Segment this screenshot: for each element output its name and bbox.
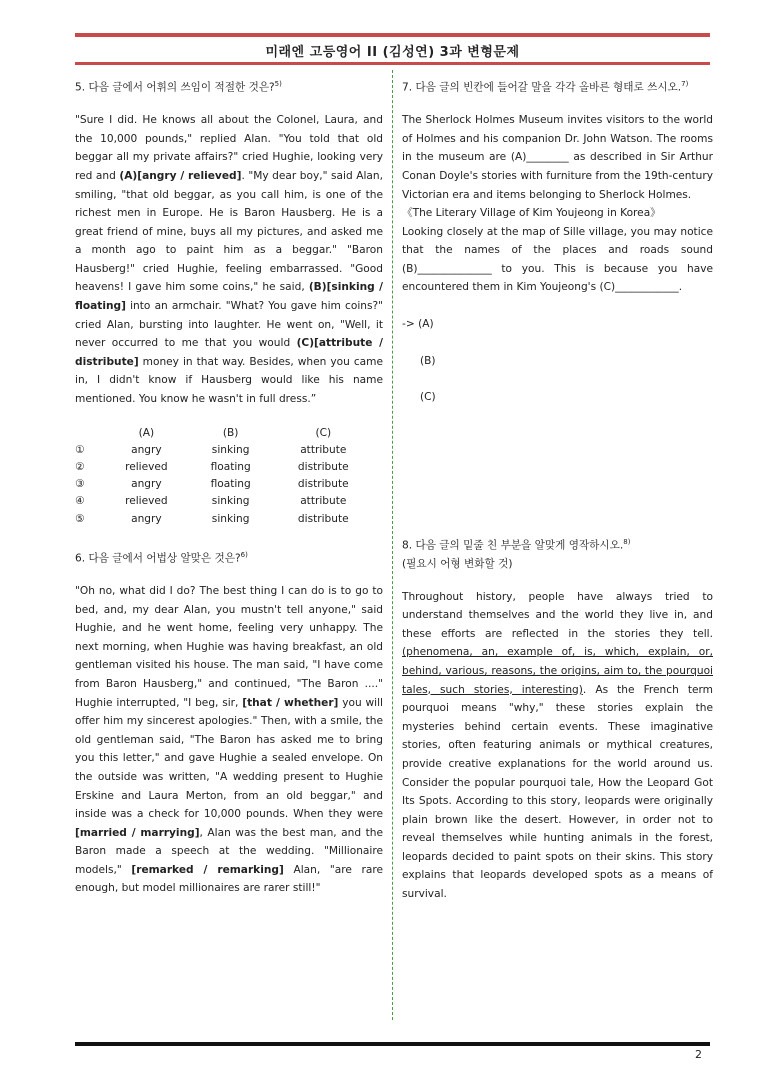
page-number: 2 bbox=[695, 1048, 702, 1061]
footer-rule bbox=[75, 1042, 710, 1046]
passage-text: money in that way. Besides, when you came in, I didn't know if Hausberg would like his name mentioned. You know he wasn't in full dress.” bbox=[75, 355, 383, 406]
option-cell: sinking bbox=[211, 495, 250, 508]
question-7-prompt: 7. 다음 글의 빈칸에 들어갈 말을 각각 올바른 형태로 쓰시오.$^{7)}$ bbox=[402, 80, 689, 94]
answer-line-b: (B) bbox=[420, 354, 436, 367]
question-7-passage-title: 《The Literary Village of Kim Youjeong in Korea》 bbox=[402, 207, 661, 220]
passage-text: "Oh no, what did I do? The best thing I can do is to go to bed, and, my dear Alan, you mustn't tell anyone," said Hughie, and he went home, feeling very unhappy. The next morning, when Hughie was having breakfast, an old gentleman visited his house. The man said, "I have come from Baron Hausberg," and continued, "The Baron ...." Hughie interrupted, "I beg, sir, bbox=[75, 584, 383, 709]
option-cell bbox=[75, 425, 103, 442]
question-8-prompt: 8. 다음 글의 밑줄 친 부분을 알맞게 영작하시오.$^{8)}$ bbox=[402, 537, 631, 552]
left-column bbox=[75, 75, 383, 898]
passage-text: you will offer him my sincerest apologies." Then, with a smile, the old gentleman said, "The Baron has asked me to bring you this letter," and gave Hughie a sealed envelope. On the outside was written, "A wedding present to Hughie Erskine and Laura Merton, from an old beggar," and inside was a check for 10,000 pounds. When they were bbox=[75, 696, 383, 821]
question-5-options bbox=[75, 425, 375, 528]
option-cell: relieved bbox=[125, 495, 168, 508]
option-cell: ② bbox=[75, 461, 85, 474]
option-row bbox=[75, 442, 375, 459]
option-row bbox=[75, 511, 375, 528]
options-header-row bbox=[75, 425, 375, 442]
choice-bracket: [married / marrying] bbox=[75, 826, 200, 839]
column-divider bbox=[392, 70, 393, 1020]
option-cell: sinking bbox=[211, 512, 250, 525]
passage-text: . "My dear boy," said Alan, smiling, "that old beggar, as you call him, is one of the richest men in Europe. He is Baron Hausberg. He is a great friend of mine, buys all my pictures, and asked me a month ago to paint him as a beggar." "Baron Hausberg!" cried Hughie, feeling embarrassed. "Good heavens! I gave him some coins," he said, bbox=[75, 169, 383, 294]
option-cell: distribute bbox=[297, 461, 349, 474]
question-5-passage bbox=[75, 111, 383, 409]
option-cell: attribute bbox=[300, 495, 347, 508]
option-cell: angry bbox=[131, 512, 162, 525]
option-cell: ③ bbox=[75, 478, 85, 491]
option-cell: angry bbox=[131, 443, 162, 456]
choice-bracket: [remarked / remarking] bbox=[131, 863, 284, 876]
option-cell: distribute bbox=[297, 512, 349, 525]
choice-bracket: (B)[sinking / floating] bbox=[75, 281, 384, 313]
passage-text: into an armchair. "What? You gave him coins?" cried Alan, bursting into laughter. He went on, "Well, it never occurred to me that you would bbox=[75, 300, 383, 350]
header-top-rule bbox=[75, 33, 710, 37]
question-6-passage bbox=[75, 582, 383, 898]
choice-bracket: (A)[angry / relieved] bbox=[119, 169, 242, 182]
option-cell: distribute bbox=[297, 478, 349, 491]
passage-text: "Sure I did. He knows all about the Colonel, Laura, and the 10,000 pounds," replied Alan. "You told that old beggar all my private affairs?" cried Hughie, looking very red and bbox=[75, 114, 383, 182]
option-cell: (A) bbox=[138, 426, 155, 439]
option-cell: ④ bbox=[75, 495, 85, 508]
option-cell: (C) bbox=[315, 426, 332, 439]
option-row bbox=[75, 493, 375, 510]
choice-bracket: (C)[attribute / distribute] bbox=[75, 337, 383, 368]
option-cell: ① bbox=[75, 443, 85, 456]
choice-bracket: [that / whether] bbox=[242, 696, 339, 709]
option-cell: sinking bbox=[211, 443, 250, 456]
option-cell: floating bbox=[210, 478, 251, 491]
page-title: 미래엔 고등영어 II (김성연) 3과 변형문제 bbox=[265, 45, 520, 60]
option-cell: ⑤ bbox=[75, 512, 85, 525]
question-7-passage-2: Looking closely at the map of Sille village, you may notice that the names of the places and roads sound (B)______________ to you. This is because you have encountered them in Kim Youjeong's (C)____________. bbox=[402, 225, 713, 294]
right-column bbox=[402, 75, 713, 904]
header-bottom-rule bbox=[75, 62, 710, 65]
option-cell: (B) bbox=[222, 426, 239, 439]
question-7-passage: The Sherlock Holmes Museum invites visitors to the world of Holmes and his companion Dr. John Watson. The rooms in the museum are (A)________ as described in Sir Arthur Conan Doyle's stories with furniture from the 19th-century Victorian era and items belonging to Sherlock Holmes. bbox=[402, 114, 713, 201]
option-cell: angry bbox=[131, 478, 162, 491]
option-cell: attribute bbox=[300, 443, 347, 456]
passage-text: Alan, "are rare enough, but model millionaires are rarer still!" bbox=[75, 863, 384, 895]
answer-line-c: (C) bbox=[420, 391, 436, 404]
option-cell: relieved bbox=[125, 461, 168, 474]
question-8-passage: Throughout history, people have always tried to understand themselves and the world they live in, and these efforts are reflected in the stories they tell. (phenomena, an, example of, is, which, explain, or, behind, various, reasons, the origins, aim to, the pourquoi tales, such stories, interesting). As the French term pourquoi means "why," these stories explain the mysteries behind certain events. These imaginative stories, often featuring animals or mythical creatures, provide creative explanations for the world around us. Consider the popular pourquoi tale, How the Leopard Got Its Spots. According to this story, leopards were originally plain brown like the desert. However, in order not to reveal themselves while hunting animals in the forest, leopards decided to paint spots on their skins. This story explains that leopards developed spots as a means of survival. bbox=[402, 590, 713, 901]
passage-text: , Alan was the best man, and the Baron made a speech at the wedding. "Millionaire models," bbox=[75, 826, 383, 876]
option-row bbox=[75, 476, 375, 493]
option-cell: floating bbox=[210, 461, 251, 474]
underlined-phrase: (phenomena, an, example of, is, which, explain, or, behind, various, reasons, the origins, aim to, the pourquoi tales, such stories, interesting) bbox=[402, 646, 713, 696]
answer-line-a: -> (A) bbox=[402, 318, 434, 331]
option-row bbox=[75, 459, 375, 476]
question-6-prompt: 6. 다음 글에서 어법상 알맞은 것은?$^{6)}$ bbox=[75, 550, 248, 565]
question-5-prompt: 5. 다음 글에서 어휘의 쓰임이 적절한 것은?$^{5)}$ bbox=[75, 80, 282, 94]
question-8-instruction: (필요시 어형 변화할 것) bbox=[402, 557, 513, 570]
